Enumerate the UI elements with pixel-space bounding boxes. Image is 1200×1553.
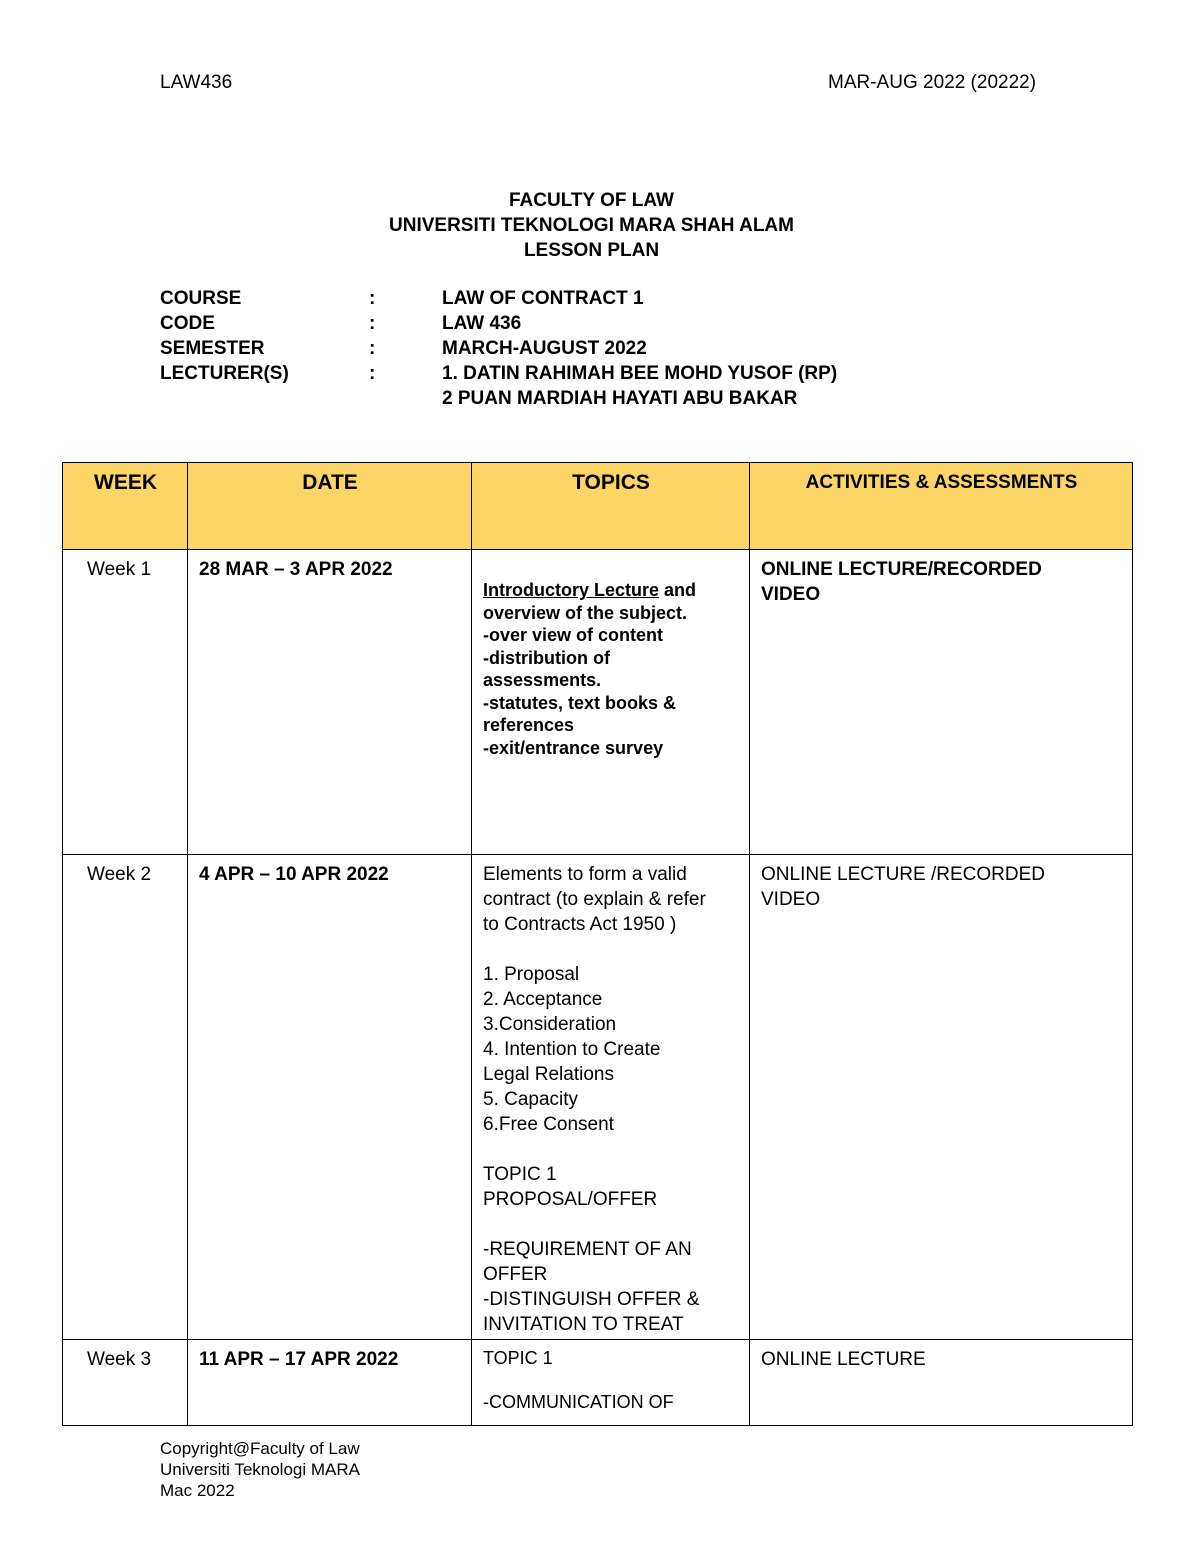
document-title: [0, 188, 1183, 263]
lecturer-label: LECTURER(S): [160, 363, 289, 384]
colon: :: [369, 288, 376, 309]
semester-label: SEMESTER: [160, 338, 265, 359]
footer-copyright: Copyright@Faculty of Law: [160, 1439, 360, 1458]
week-cell: Week 1: [63, 550, 188, 855]
faculty-title: FACULTY OF LAW: [508, 190, 674, 211]
lesson-plan-title: LESSON PLAN: [523, 240, 660, 261]
table-row: [63, 855, 1133, 1340]
header-semester: MAR-AUG 2022 (20222): [828, 72, 1037, 93]
activities-cell: ONLINE LECTURE /RECORDED VIDEO: [750, 855, 1133, 1340]
lecturer-1: 1. DATIN RAHIMAH BEE MOHD YUSOF (RP): [442, 363, 838, 384]
lesson-plan-table: [62, 462, 1133, 1426]
topics-cell: Elements to form a valid contract (to explain & refer to Contracts Act 1950 ) 1. Proposal 2. Acceptance 3.Consideration 4. Intention to Create Legal Relations 5. Capacity 6.Free Consent TOPIC 1 PROPOSAL/OFFER -REQUIREMENT OF AN OFFER -DISTINGUISH OFFER & INVITATION TO TREAT: [472, 855, 750, 1340]
code-value: LAW 436: [442, 313, 522, 334]
header-topics: TOPICS: [472, 463, 750, 550]
course-value: LAW OF CONTRACT 1: [442, 288, 644, 309]
table-row: [63, 550, 1133, 855]
header-course-code: LAW436: [160, 72, 233, 93]
date-cell: 28 MAR – 3 APR 2022: [188, 550, 472, 855]
week-cell: Week 2: [63, 855, 188, 1340]
activities-cell: ONLINE LECTURE/RECORDED VIDEO: [750, 550, 1133, 855]
colon: :: [369, 313, 376, 334]
topics-cell: Introductory Lecture and overview of the subject. -over view of content -distribution of assessments. -statutes, text books & references -exit/entrance survey: [472, 550, 750, 855]
colon: :: [369, 363, 376, 384]
week-cell: Week 3: [63, 1340, 188, 1426]
date-cell: 11 APR – 17 APR 2022: [188, 1340, 472, 1426]
activities-cell: ONLINE LECTURE: [750, 1340, 1133, 1426]
colon: :: [369, 338, 376, 359]
lecturer-2: 2 PUAN MARDIAH HAYATI ABU BAKAR: [442, 388, 798, 409]
semester-value: MARCH-AUGUST 2022: [442, 338, 647, 359]
topics-cell: TOPIC 1 -COMMUNICATION OF: [472, 1340, 750, 1426]
footer-date: Mac 2022: [160, 1481, 235, 1500]
table-header-row: [63, 463, 1133, 550]
table-row: [63, 1340, 1133, 1426]
university-title: UNIVERSITI TEKNOLOGI MARA SHAH ALAM: [389, 215, 794, 236]
code-label: CODE: [160, 313, 215, 334]
course-label: COURSE: [160, 288, 242, 309]
header-activities: ACTIVITIES & ASSESSMENTS: [750, 463, 1133, 550]
header-date: DATE: [188, 463, 472, 550]
header-week: WEEK: [63, 463, 188, 550]
date-cell: 4 APR – 10 APR 2022: [188, 855, 472, 1340]
topic-link: Introductory Lecture: [483, 580, 660, 600]
footer-university: Universiti Teknologi MARA: [160, 1460, 360, 1479]
footer: [160, 1438, 360, 1501]
